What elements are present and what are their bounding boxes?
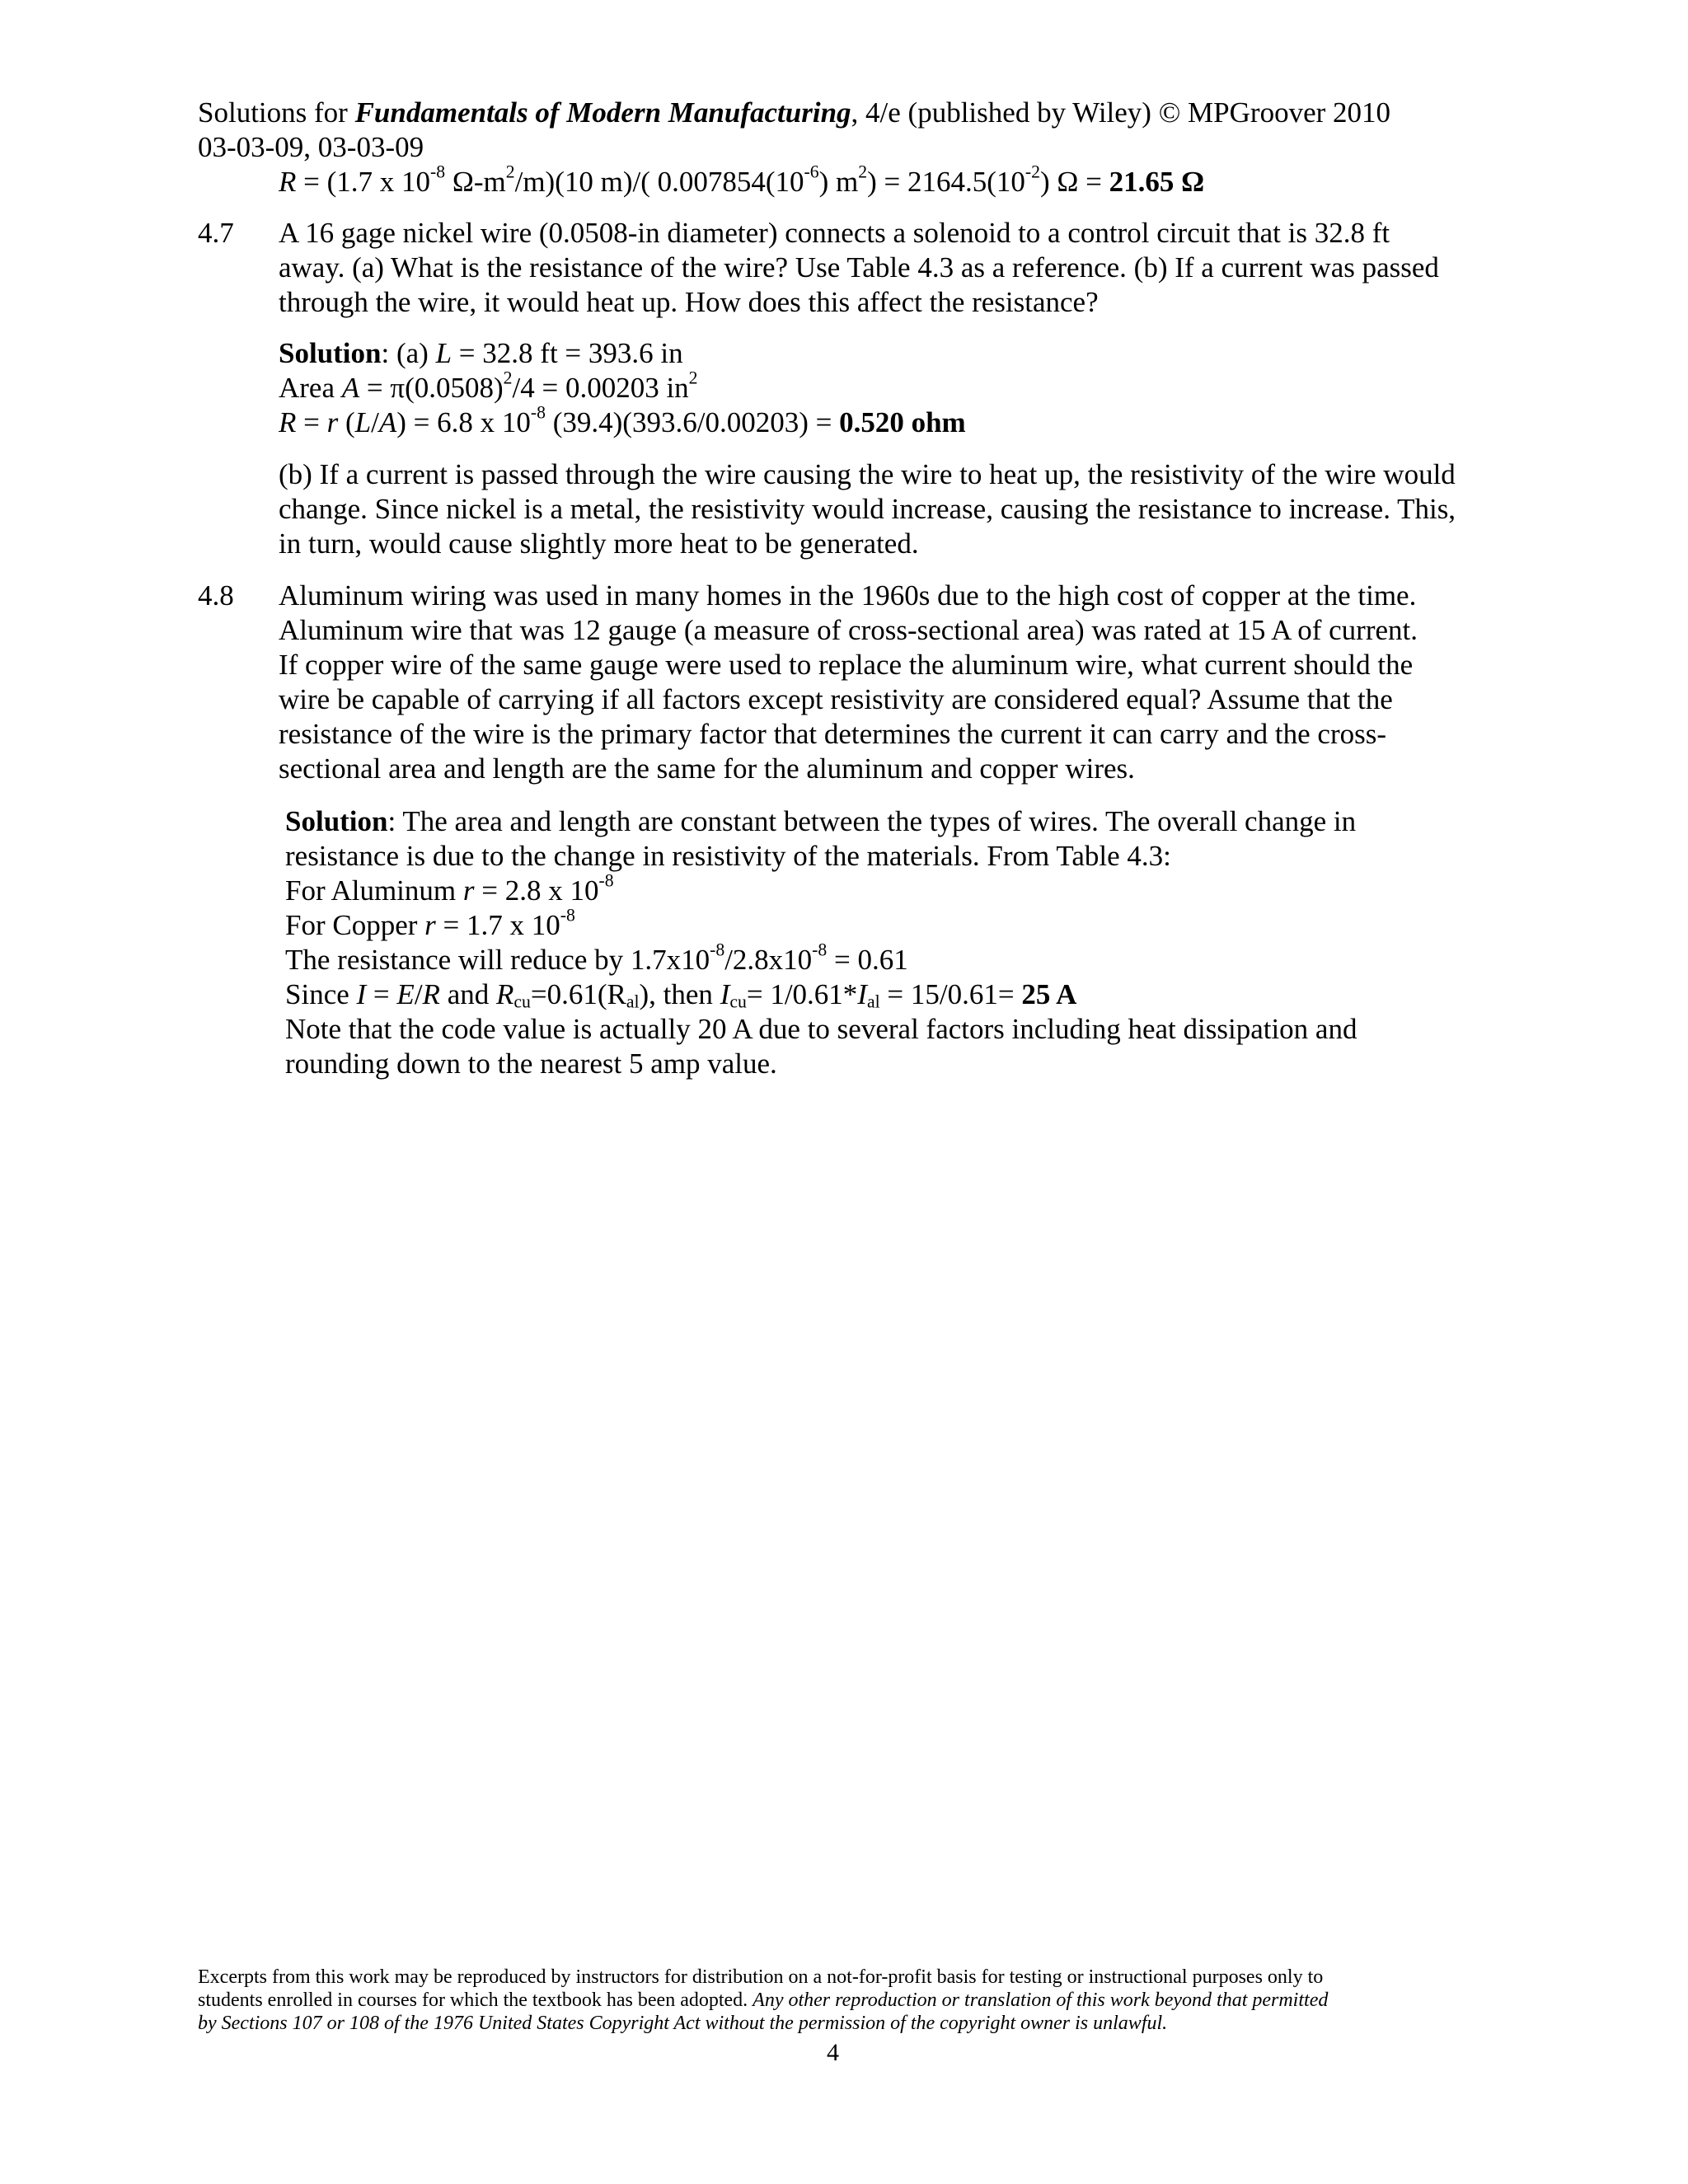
exponent: 2 xyxy=(688,368,698,388)
eq-text: Area xyxy=(279,372,342,404)
solution-label: Solution xyxy=(279,337,382,369)
problem-4-7-line: through the wire, it would heat up. How does this affect the resistance? xyxy=(279,286,1099,318)
solution-4-7-line-2 xyxy=(279,368,698,405)
eq-text: = 15/0.61= xyxy=(879,978,1022,1010)
copyright-footer-line-2 xyxy=(198,1989,1328,2012)
var-r: R xyxy=(422,978,440,1010)
page-number: 4 xyxy=(827,2039,839,2066)
eq-text: ) = 6.8 x 10 xyxy=(396,406,531,438)
problem-4-7-line: A 16 gage nickel wire (0.0508-in diameter) connects a solenoid to a control circuit that is 32.8 ft xyxy=(279,217,1390,249)
solution-4-7-line-3 xyxy=(279,402,966,440)
problem-4-8-line: Aluminum wire that was 12 gauge (a measure of cross-sectional area) was rated at 15 A of current. xyxy=(279,614,1418,646)
running-header xyxy=(198,96,1390,130)
eq-text: Since xyxy=(285,978,357,1010)
problem-4-8-line: If copper wire of the same gauge were used to replace the aluminum wire, what current should the xyxy=(279,649,1414,681)
problem-4-7-line: away. (a) What is the resistance of the wire? Use Table 4.3 as a reference. (b) If a current was passed xyxy=(279,251,1439,284)
answer: 25 A xyxy=(1021,978,1077,1010)
exponent: -6 xyxy=(804,162,819,182)
solution-4-8-copper xyxy=(285,905,575,943)
answer: 21.65 Ω xyxy=(1109,166,1205,198)
eq-text: / xyxy=(371,406,379,438)
problem-4-8-line: resistance of the wire is the primary factor that determines the current it can carry and the cross- xyxy=(279,718,1387,750)
eq-text: /m)(10 m)/( 0.007854(10 xyxy=(514,166,804,198)
var-r: R xyxy=(279,166,297,198)
eq-text: /4 = 0.00203 in xyxy=(512,372,689,404)
book-title: Fundamentals of Modern Manufacturing xyxy=(354,96,851,129)
header-dates: 03-03-09, 03-03-09 xyxy=(198,131,424,163)
copyright-footer-line-1: Excerpts from this work may be reproduced by instructors for distribution on a not-for-profit basis for testing or instructional purposes only to xyxy=(198,1966,1324,1988)
solution-4-7-part-b: (b) If a current is passed through the wire causing the wire to heat up, the resistivity of the wire would xyxy=(279,458,1456,490)
var-r: R xyxy=(495,978,514,1010)
eq-text: = π(0.0508) xyxy=(359,372,504,404)
eq-text: = 0.61 xyxy=(827,944,908,976)
solution-4-8-note: rounding down to the nearest 5 amp value. xyxy=(285,1047,777,1080)
solution-4-8-reduction xyxy=(285,940,908,977)
problem-number-4-8: 4.8 xyxy=(198,579,234,612)
exponent: 2 xyxy=(505,162,515,182)
eq-text: For Aluminum xyxy=(285,874,463,907)
exponent: 2 xyxy=(503,368,513,388)
eq-text: For Copper xyxy=(285,909,425,941)
eq-text: Ω-m xyxy=(445,166,506,198)
footer-text-italic: Any other reproduction or translation of this work beyond that permitted xyxy=(753,1990,1329,2011)
eq-text: = xyxy=(296,406,327,438)
answer: 0.520 ohm xyxy=(839,406,966,438)
var-e: E xyxy=(396,978,415,1010)
eq-text: : The area and length are constant between the types of wires. The overall change in xyxy=(387,805,1357,837)
eq-text: = xyxy=(366,978,397,1010)
eq-text: The resistance will reduce by 1.7x10 xyxy=(285,944,710,976)
exponent: -8 xyxy=(430,162,446,182)
eq-text: ( xyxy=(338,406,355,438)
subscript: al xyxy=(626,991,640,1012)
problem-4-8-line: Aluminum wiring was used in many homes in the 1960s due to the high cost of copper at the time. xyxy=(279,579,1417,612)
eq-text: = (1.7 x 10 xyxy=(296,166,431,198)
problem-4-8-line: sectional area and length are the same for the aluminum and copper wires. xyxy=(279,752,1135,785)
eq-text: = 1/0.61* xyxy=(746,978,858,1010)
subscript: al xyxy=(866,991,880,1012)
eq-text: = 32.8 ft = 393.6 in xyxy=(452,337,683,369)
var-r: R xyxy=(279,406,297,438)
eq-text: ) Ω = xyxy=(1040,166,1109,198)
var-i: I xyxy=(356,978,367,1010)
copyright-footer-line-3: by Sections 107 or 108 of the 1976 United States Copyright Act without the permission of the copyright owner is unlawful. xyxy=(198,2013,1168,2034)
var-i: I xyxy=(857,978,867,1010)
var-a: A xyxy=(341,372,360,404)
problem-4-8-line: wire be capable of carrying if all factors except resistivity are considered equal? Assume that the xyxy=(279,683,1393,715)
solution-4-7-line-1 xyxy=(279,336,683,371)
eq-text: = 1.7 x 10 xyxy=(435,909,560,941)
var-a: A xyxy=(378,406,397,438)
header-suffix: , 4/e (published by Wiley) © MPGroover 2010 xyxy=(851,96,1391,129)
exponent: -8 xyxy=(530,402,546,423)
solution-4-8-aluminum xyxy=(285,870,614,908)
var-l: L xyxy=(435,337,452,369)
exponent: 2 xyxy=(858,162,868,182)
eq-text: = 2.8 x 10 xyxy=(474,874,599,907)
problem-number-4-7: 4.7 xyxy=(198,217,234,249)
eq-text: : (a) xyxy=(381,337,436,369)
solution-4-8-line-2: resistance is due to the change in resistivity of the materials. From Table 4.3: xyxy=(285,840,1171,872)
var-rho: r xyxy=(462,874,475,907)
var-i: I xyxy=(720,978,730,1010)
subscript: cu xyxy=(729,991,747,1012)
solution-4-7-part-b: in turn, would cause slightly more heat to be generated. xyxy=(279,527,919,560)
solution-4-8-current xyxy=(285,977,1076,1012)
solution-label: Solution xyxy=(285,805,388,837)
exponent: -8 xyxy=(560,905,575,926)
var-rho: r xyxy=(424,909,436,941)
exponent: -8 xyxy=(598,870,614,891)
subscript: cu xyxy=(513,991,531,1012)
eq-text: ) m xyxy=(818,166,859,198)
eq-text: =0.61(R xyxy=(530,978,626,1010)
exponent: -8 xyxy=(710,940,725,960)
exponent: -8 xyxy=(812,940,828,960)
eq-text: / xyxy=(414,978,423,1010)
eq-text: /2.8x10 xyxy=(724,944,813,976)
var-rho: r xyxy=(326,406,339,438)
solution-4-7-part-b: change. Since nickel is a metal, the resistivity would increase, causing the resistance to increase. This, xyxy=(279,493,1456,525)
carryover-equation xyxy=(279,162,1205,199)
footer-text: students enrolled in courses for which the textbook has been adopted. xyxy=(198,1990,753,2011)
var-l: L xyxy=(354,406,372,438)
solution-4-8-line-1 xyxy=(285,804,1356,839)
eq-text: ), then xyxy=(639,978,720,1010)
eq-text: (39.4)(393.6/0.00203) = xyxy=(546,406,840,438)
header-prefix: Solutions for xyxy=(198,96,355,129)
solution-4-8-note: Note that the code value is actually 20 A due to several factors including heat dissipation and xyxy=(285,1013,1357,1045)
eq-text: and xyxy=(439,978,496,1010)
eq-text: ) = 2164.5(10 xyxy=(867,166,1025,198)
exponent: -2 xyxy=(1025,162,1040,182)
